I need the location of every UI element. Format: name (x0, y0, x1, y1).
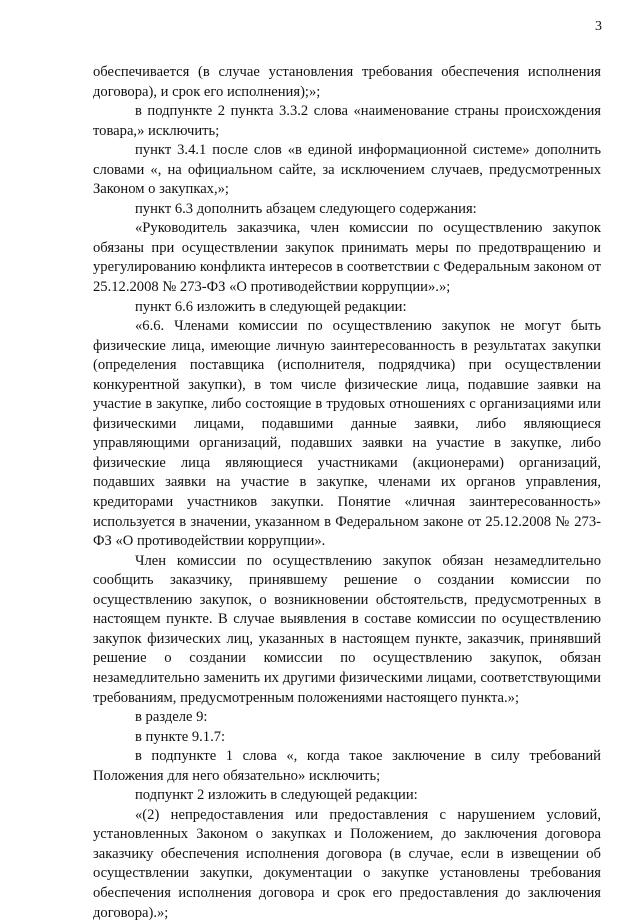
paragraph-subclause-2: подпункт 2 изложить в следующей редакции: (135, 787, 418, 804)
page-number: 3 (595, 19, 602, 34)
paragraph-clause-6-6: пункт 6.6 изложить в следующей редакции: (135, 298, 407, 315)
paragraph-quote-6-6: «6.6. Членами комиссии по осуществлению закупок не могут быть физические лица, имеющие личную заинтересованность в результатах закупки (определения поставщика (исполнителя, подрядчика) при осуществлении конкурентной закупки), в том числе физические лица, подавшие заявки на участие в закупке, либо состоящие в трудовых отношениях с организациями или физическими лицами, подавшими данные заявки, либо являющиеся управляющими организаций, подавших заявки на участие в закупке, либо физические лица являющиеся участниками (акционерами) организаций, подавших заявки на участие в закупке, членами их органов управления, кредиторами участников закупки. Понятие «личная заинтересованность» используется в значении, указанном в Федеральном законе от 25.12.2008 № 273-ФЗ «О противодействии коррупции». (93, 318, 601, 550)
paragraph-subclause-3-3-2: в подпункте 2 пункта 3.3.2 слова «наименование страны происхождения товара,» исключить; (93, 103, 601, 139)
paragraph-clause-3-4-1: пункт 3.4.1 после слов «в единой информационной системе» дополнить словами «, на официальном сайте, за исключением случаев, предусмотренных Законом о закупках,»; (93, 142, 601, 198)
paragraph-quote-6-3: «Руководитель заказчика, член комиссии по осуществлению закупок обязаны при осуществлении закупок принимать меры по предотвращению и урегулированию конфликта интересов в соответствии с Федеральным законом от 25.12.2008 № 273-ФЗ «О противодействии коррупции».»; (93, 220, 601, 296)
paragraph-subclause-1: в подпункте 1 слова «, когда такое заключение в силу требований Положения для него обязательно» исключить; (93, 748, 601, 784)
paragraph-continuation: обеспечивается (в случае установления требования обеспечения исполнения договора), и срок его исполнения);»; (93, 64, 601, 100)
paragraph-clause-9-1-7: в пункте 9.1.7: (135, 728, 226, 745)
paragraph-quote-subclause-2: «(2) непредоставления или предоставления с нарушением условий, установленных Законом о закупках и Положением, до заключения договора заказчику обеспечения исполнения договора (в случае, если в извещении об осуществлении закупки, документации о закупке установлены требования обеспечения исполнения договора и срок его предоставления до заключения договора).»; (93, 806, 601, 921)
paragraph-member-obligation: Член комиссии по осуществлению закупок обязан незамедлительно сообщить заказчику, принявшему решение о создании комиссии по осуществлению закупок, о возникновении обстоятельств, предусмотренных в настоящем пункте. В случае выявления в составе комиссии по осуществлению закупок физических лиц, указанных в настоящем пункте, заказчик, принявший решение о создании комиссии по осуществлению закупок, обязан незамедлительно заменить их другими физическими лицами, соответствующими требованиям, предусмотренным положениями настоящего пункта.»; (93, 552, 601, 706)
paragraph-clause-6-3: пункт 6.3 дополнить абзацем следующего содержания: (135, 200, 477, 217)
paragraph-section-9: в разделе 9: (135, 709, 208, 726)
document-body (93, 63, 601, 923)
